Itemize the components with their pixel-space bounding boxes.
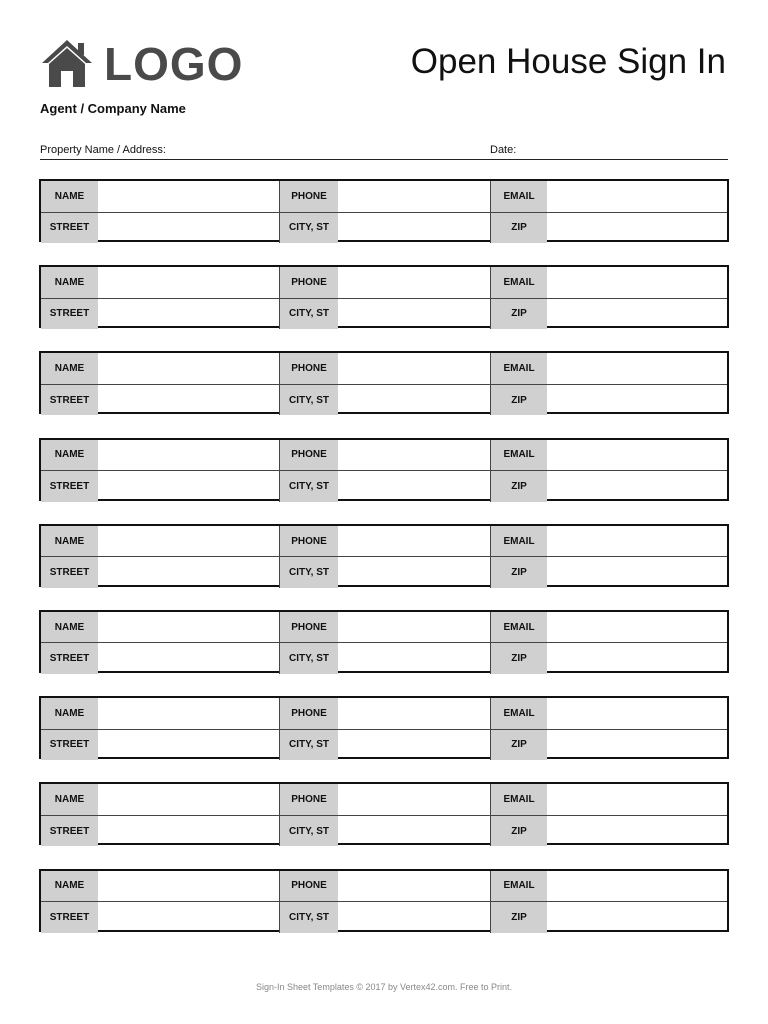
- phone-label: PHONE: [280, 267, 338, 298]
- name-field[interactable]: [98, 612, 280, 643]
- city-st-field[interactable]: [338, 902, 491, 933]
- phone-label: PHONE: [280, 784, 338, 815]
- entry-row-contact: [41, 440, 727, 471]
- email-field[interactable]: [547, 181, 727, 212]
- entry-row-contact: [41, 784, 727, 815]
- entry-row-address: [41, 470, 727, 502]
- name-field[interactable]: [98, 267, 280, 298]
- phone-field[interactable]: [338, 181, 491, 212]
- street-label: STREET: [41, 643, 98, 674]
- sign-in-entry: [39, 696, 729, 759]
- entry-row-address: [41, 384, 727, 416]
- email-field[interactable]: [547, 267, 727, 298]
- sign-in-entry: [39, 610, 729, 673]
- email-field[interactable]: [547, 698, 727, 729]
- email-label: EMAIL: [491, 871, 547, 902]
- name-label: NAME: [41, 698, 98, 729]
- date-label: Date:: [490, 144, 517, 156]
- company-logo: [40, 36, 243, 92]
- entry-row-address: [41, 642, 727, 674]
- street-field[interactable]: [98, 816, 280, 847]
- entry-row-contact: [41, 353, 727, 384]
- page-title: Open House Sign In: [410, 42, 726, 81]
- city-st-label: CITY, ST: [280, 557, 338, 588]
- street-label: STREET: [41, 730, 98, 761]
- email-label: EMAIL: [491, 353, 547, 384]
- zip-field[interactable]: [547, 299, 727, 330]
- entry-row-contact: [41, 181, 727, 212]
- phone-label: PHONE: [280, 353, 338, 384]
- city-st-label: CITY, ST: [280, 471, 338, 502]
- city-st-label: CITY, ST: [280, 213, 338, 244]
- name-field[interactable]: [98, 784, 280, 815]
- phone-label: PHONE: [280, 612, 338, 643]
- street-label: STREET: [41, 471, 98, 502]
- zip-field[interactable]: [547, 213, 727, 244]
- entry-row-address: [41, 556, 727, 588]
- phone-field[interactable]: [338, 267, 491, 298]
- zip-field[interactable]: [547, 557, 727, 588]
- street-label: STREET: [41, 299, 98, 330]
- entry-row-address: [41, 298, 727, 330]
- city-st-field[interactable]: [338, 213, 491, 244]
- street-field[interactable]: [98, 299, 280, 330]
- sign-in-entry: [39, 179, 729, 242]
- city-st-field[interactable]: [338, 557, 491, 588]
- entry-row-contact: [41, 698, 727, 729]
- name-field[interactable]: [98, 526, 280, 557]
- name-label: NAME: [41, 440, 98, 471]
- city-st-label: CITY, ST: [280, 816, 338, 847]
- street-label: STREET: [41, 385, 98, 416]
- zip-field[interactable]: [547, 643, 727, 674]
- phone-label: PHONE: [280, 526, 338, 557]
- zip-label: ZIP: [491, 557, 547, 588]
- house-icon: [40, 37, 94, 91]
- zip-field[interactable]: [547, 902, 727, 933]
- sign-in-entry: [39, 438, 729, 501]
- entry-row-address: [41, 815, 727, 847]
- zip-label: ZIP: [491, 643, 547, 674]
- email-label: EMAIL: [491, 181, 547, 212]
- street-field[interactable]: [98, 557, 280, 588]
- city-st-label: CITY, ST: [280, 299, 338, 330]
- street-label: STREET: [41, 557, 98, 588]
- email-field[interactable]: [547, 612, 727, 643]
- street-field[interactable]: [98, 643, 280, 674]
- city-st-field[interactable]: [338, 385, 491, 416]
- zip-field[interactable]: [547, 730, 727, 761]
- phone-field[interactable]: [338, 353, 491, 384]
- sign-in-entry: [39, 524, 729, 587]
- email-label: EMAIL: [491, 698, 547, 729]
- street-label: STREET: [41, 902, 98, 933]
- city-st-field[interactable]: [338, 730, 491, 761]
- city-st-label: CITY, ST: [280, 643, 338, 674]
- city-st-field[interactable]: [338, 471, 491, 502]
- sign-in-entry: [39, 782, 729, 845]
- entry-row-contact: [41, 526, 727, 557]
- entry-row-contact: [41, 871, 727, 902]
- city-st-field[interactable]: [338, 643, 491, 674]
- phone-field[interactable]: [338, 612, 491, 643]
- name-label: NAME: [41, 181, 98, 212]
- phone-label: PHONE: [280, 698, 338, 729]
- street-label: STREET: [41, 816, 98, 847]
- sign-in-entry: [39, 351, 729, 414]
- street-field[interactable]: [98, 902, 280, 933]
- street-field[interactable]: [98, 471, 280, 502]
- street-field[interactable]: [98, 385, 280, 416]
- city-st-field[interactable]: [338, 816, 491, 847]
- city-st-label: CITY, ST: [280, 730, 338, 761]
- zip-field[interactable]: [547, 471, 727, 502]
- phone-field[interactable]: [338, 526, 491, 557]
- name-label: NAME: [41, 784, 98, 815]
- zip-label: ZIP: [491, 471, 547, 502]
- zip-label: ZIP: [491, 299, 547, 330]
- entry-row-address: [41, 729, 727, 761]
- street-field[interactable]: [98, 730, 280, 761]
- zip-field[interactable]: [547, 385, 727, 416]
- footer-copyright: Sign-In Sheet Templates © 2017 by Vertex42.com. Free to Print.: [255, 982, 513, 992]
- phone-field[interactable]: [338, 698, 491, 729]
- name-label: NAME: [41, 267, 98, 298]
- logo-text: LOGO: [104, 38, 244, 90]
- property-line[interactable]: [40, 143, 728, 160]
- zip-field[interactable]: [547, 816, 727, 847]
- entry-row-contact: [41, 267, 727, 298]
- email-label: EMAIL: [491, 612, 547, 643]
- zip-label: ZIP: [491, 213, 547, 244]
- name-field[interactable]: [98, 440, 280, 471]
- sign-in-entry: [39, 869, 729, 932]
- name-label: NAME: [41, 612, 98, 643]
- zip-label: ZIP: [491, 902, 547, 933]
- email-field[interactable]: [547, 871, 727, 902]
- name-field[interactable]: [98, 871, 280, 902]
- email-field[interactable]: [547, 440, 727, 471]
- entry-row-contact: [41, 612, 727, 643]
- zip-label: ZIP: [491, 816, 547, 847]
- phone-field[interactable]: [338, 871, 491, 902]
- phone-label: PHONE: [280, 871, 338, 902]
- name-field[interactable]: [98, 698, 280, 729]
- city-st-label: CITY, ST: [280, 385, 338, 416]
- city-st-field[interactable]: [338, 299, 491, 330]
- zip-label: ZIP: [491, 385, 547, 416]
- name-field[interactable]: [98, 353, 280, 384]
- name-label: NAME: [41, 526, 98, 557]
- street-label: STREET: [41, 213, 98, 244]
- sign-in-entry: [39, 265, 729, 328]
- email-field[interactable]: [547, 784, 727, 815]
- entry-row-address: [41, 212, 727, 244]
- phone-label: PHONE: [280, 181, 338, 212]
- property-address-label: Property Name / Address:: [40, 144, 166, 156]
- phone-field[interactable]: [338, 784, 491, 815]
- email-label: EMAIL: [491, 784, 547, 815]
- email-field[interactable]: [547, 353, 727, 384]
- entry-row-address: [41, 901, 727, 933]
- email-field[interactable]: [547, 526, 727, 557]
- street-field[interactable]: [98, 213, 280, 244]
- agent-company-name: Agent / Company Name: [40, 101, 186, 116]
- phone-label: PHONE: [280, 440, 338, 471]
- email-label: EMAIL: [491, 440, 547, 471]
- phone-field[interactable]: [338, 440, 491, 471]
- email-label: EMAIL: [491, 267, 547, 298]
- city-st-label: CITY, ST: [280, 902, 338, 933]
- email-label: EMAIL: [491, 526, 547, 557]
- name-field[interactable]: [98, 181, 280, 212]
- zip-label: ZIP: [491, 730, 547, 761]
- name-label: NAME: [41, 871, 98, 902]
- name-label: NAME: [41, 353, 98, 384]
- sign-in-entries: [39, 179, 729, 955]
